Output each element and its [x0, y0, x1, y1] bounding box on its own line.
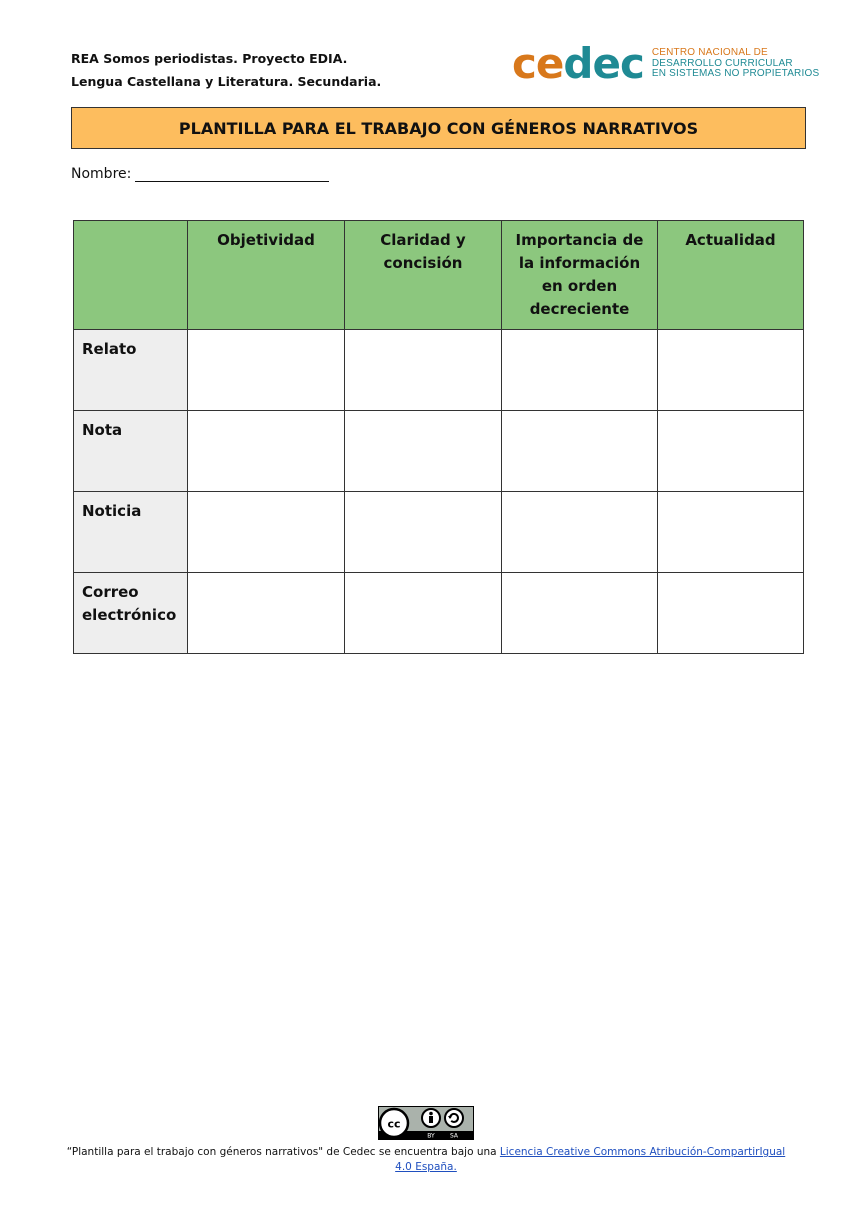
- column-header: Actualidad: [658, 221, 804, 330]
- genres-table: [73, 220, 804, 654]
- answer-cell[interactable]: [345, 330, 502, 411]
- name-field: [71, 165, 329, 182]
- answer-cell[interactable]: [502, 492, 658, 573]
- answer-cell[interactable]: [188, 411, 345, 492]
- cedec-logo: [512, 39, 820, 88]
- logo-subtitle: [652, 48, 819, 80]
- row-header: Correo electrónico: [74, 573, 188, 654]
- header-project-line: REA Somos periodistas. Proyecto EDIA.: [71, 51, 348, 66]
- cc-by-text: BY: [427, 1132, 435, 1140]
- answer-cell[interactable]: [188, 330, 345, 411]
- answer-cell[interactable]: [658, 573, 804, 654]
- logo-wordmark: [512, 39, 644, 88]
- answer-cell[interactable]: [502, 411, 658, 492]
- logo-sub-line-1: CENTRO NACIONAL DE: [651, 47, 768, 59]
- license-notice: [60, 1145, 792, 1175]
- corner-cell: [74, 221, 188, 330]
- cc-badge-text: cc: [387, 1117, 401, 1131]
- name-blank-line[interactable]: [135, 165, 329, 182]
- name-label: Nombre:: [71, 166, 132, 182]
- answer-cell[interactable]: [658, 411, 804, 492]
- logo-word-part2: dec: [563, 39, 644, 88]
- answer-cell[interactable]: [658, 330, 804, 411]
- row-header: Relato: [74, 330, 188, 411]
- page-title: PLANTILLA PARA EL TRABAJO CON GÉNEROS NARRATIVOS: [71, 107, 806, 149]
- table-row: [74, 330, 804, 411]
- answer-cell[interactable]: [502, 573, 658, 654]
- row-header: Nota: [74, 411, 188, 492]
- column-header: Claridad y concisión: [345, 221, 502, 330]
- row-header: Noticia: [74, 492, 188, 573]
- answer-cell[interactable]: [188, 492, 345, 573]
- table-row: [74, 492, 804, 573]
- answer-cell[interactable]: [345, 411, 502, 492]
- column-header: Objetividad: [188, 221, 345, 330]
- license-text: “Plantilla para el trabajo con géneros narrativos" de Cedec se encuentra bajo una: [66, 1146, 500, 1158]
- header-subject-line: Lengua Castellana y Literatura. Secundaria.: [71, 74, 382, 89]
- license-link[interactable]: Licencia Creative Commons Atribución-CompartirIgual 4.0 España.: [395, 1146, 786, 1173]
- license-badge-wrapper: [0, 1106, 852, 1144]
- cc-by-sa-icon[interactable]: [378, 1106, 474, 1140]
- answer-cell[interactable]: [188, 573, 345, 654]
- answer-cell[interactable]: [502, 330, 658, 411]
- answer-cell[interactable]: [658, 492, 804, 573]
- answer-cell[interactable]: [345, 573, 502, 654]
- logo-word-part1: ce: [512, 39, 564, 88]
- answer-cell[interactable]: [345, 492, 502, 573]
- cc-sa-text: SA: [449, 1132, 459, 1140]
- logo-sub-line-2: DESARROLLO CURRICULAR: [651, 57, 793, 69]
- document-header: [71, 47, 381, 93]
- table-row: [74, 573, 804, 654]
- column-header: Importancia de la información en orden decreciente: [502, 221, 658, 330]
- logo-sub-line-3: EN SISTEMAS NO PROPIETARIOS: [651, 68, 820, 80]
- table-row: [74, 411, 804, 492]
- table-header-row: [74, 221, 804, 330]
